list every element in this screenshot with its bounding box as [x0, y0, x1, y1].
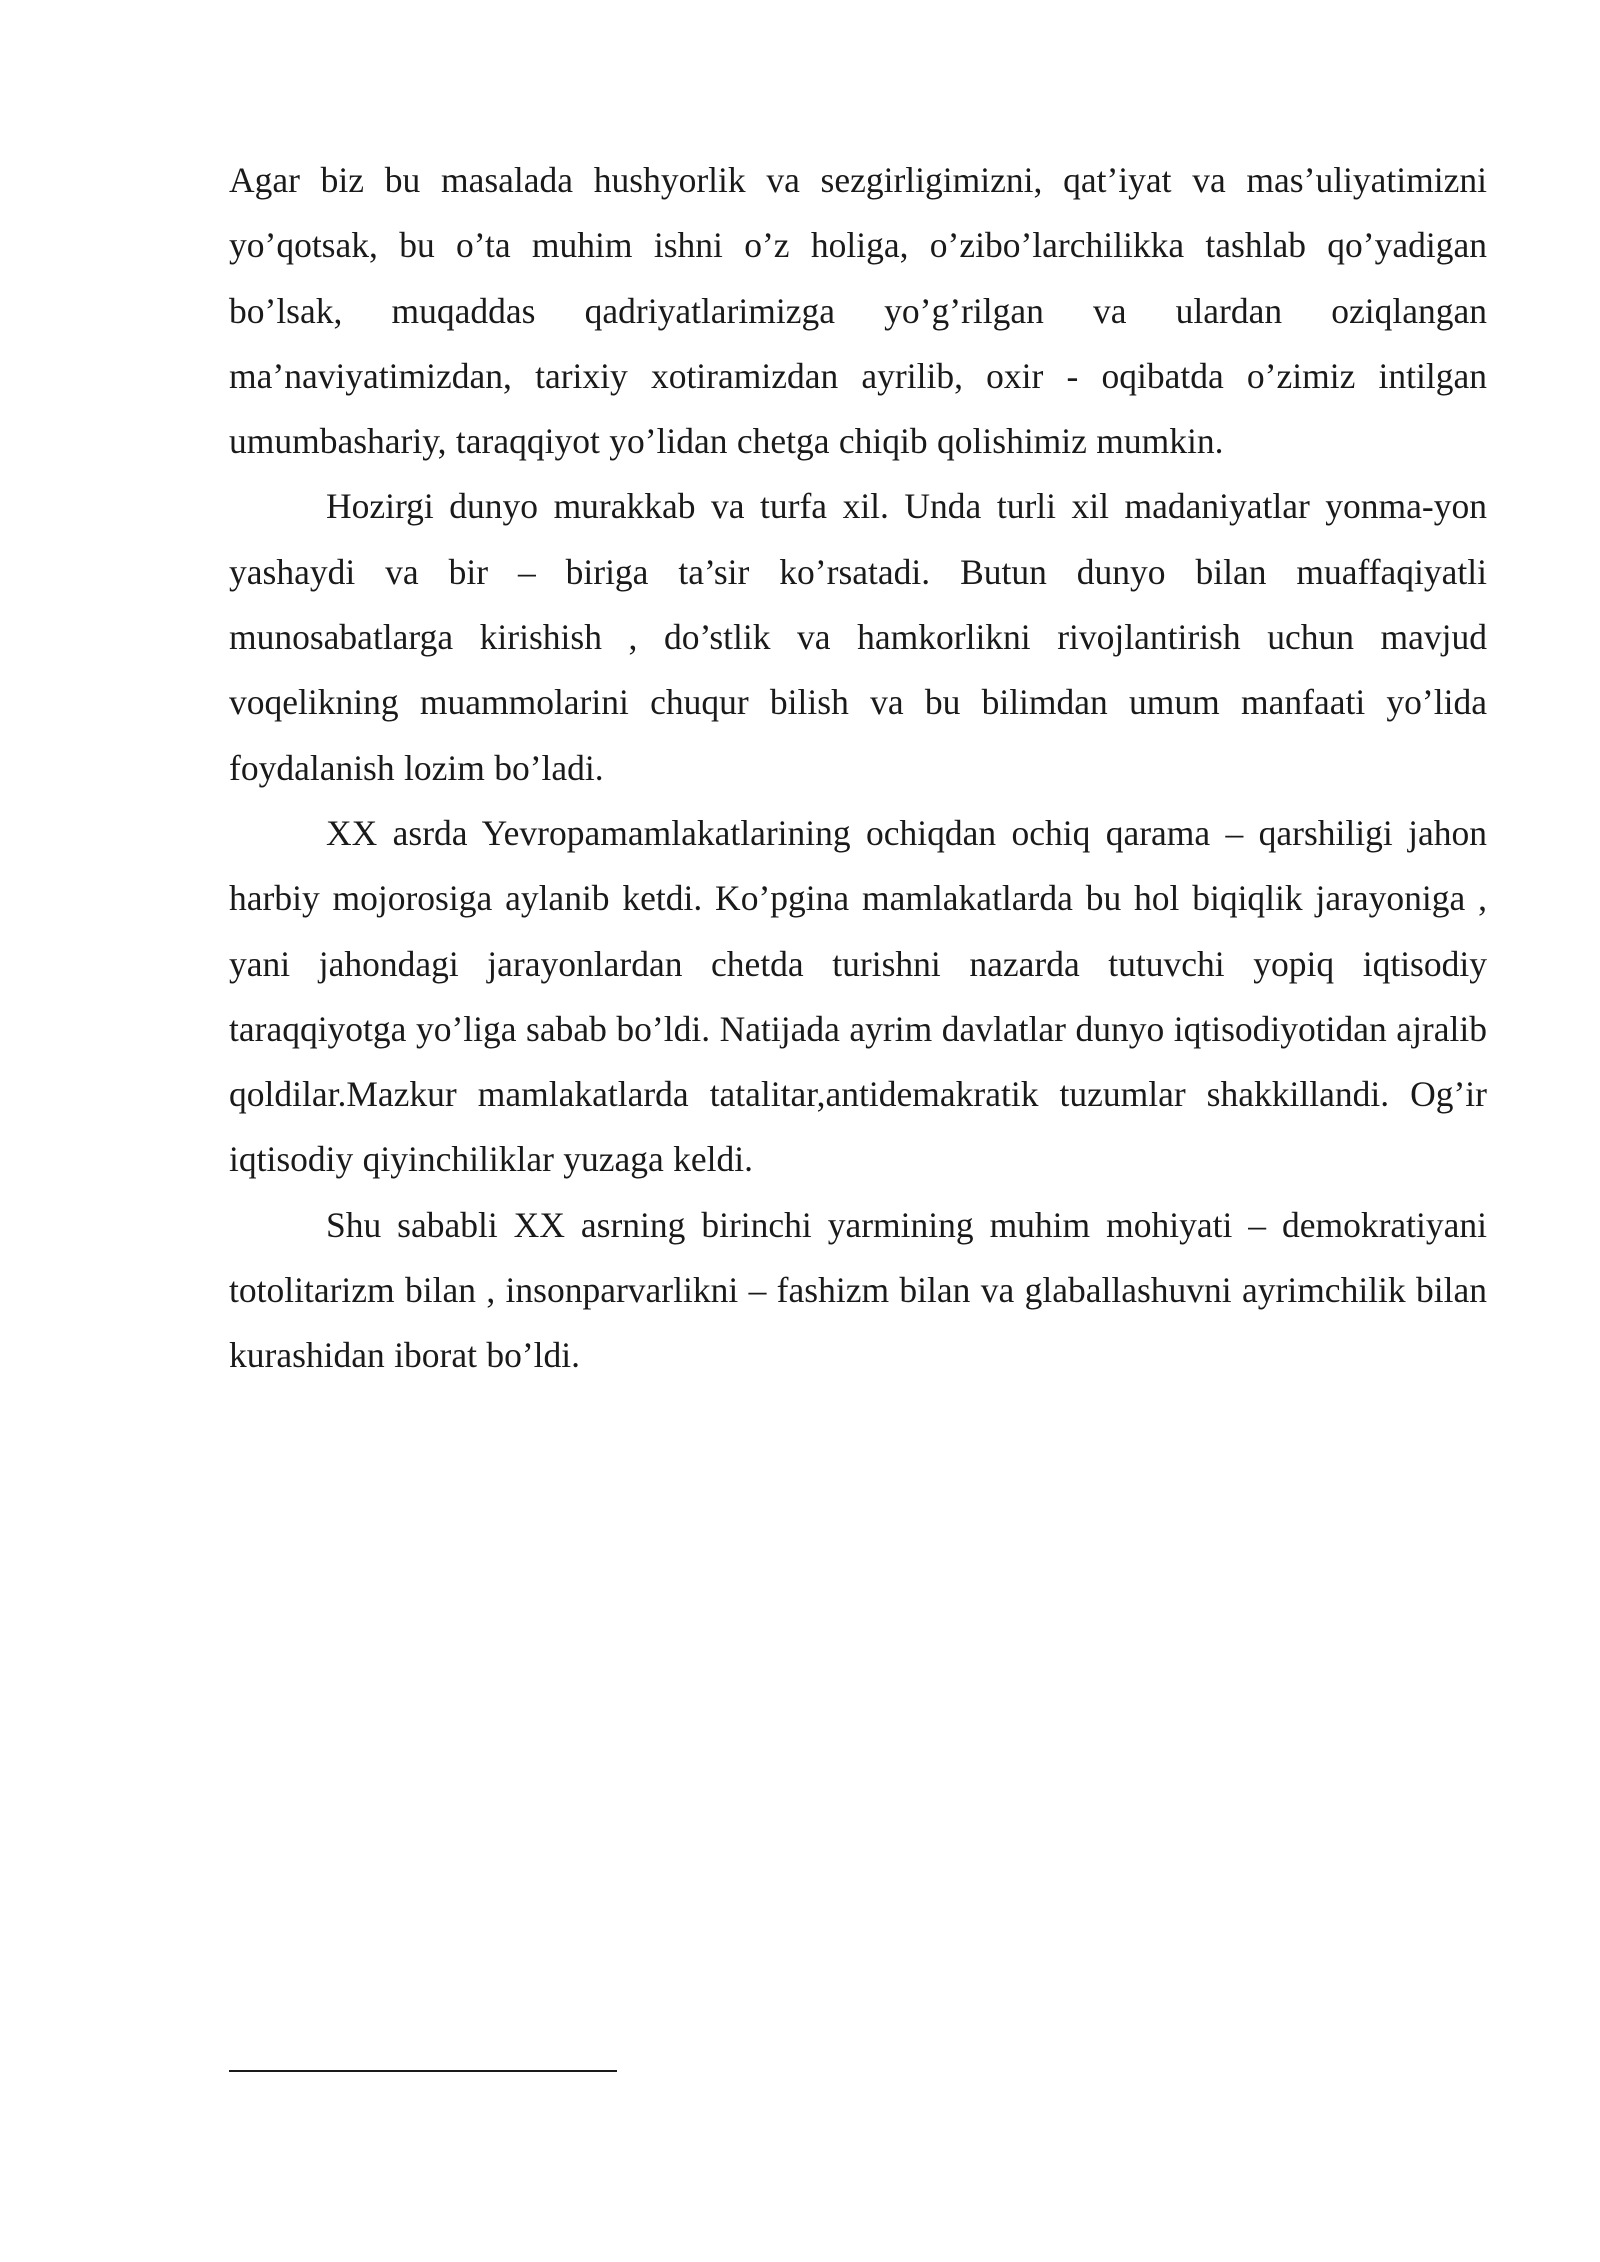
- body-text: [229, 148, 1487, 1389]
- paragraph-2: Hozirgi dunyo murakkab va turfa xil. Unda turli xil madaniyatlar yonma-yon yashaydi va bir – biriga ta’sir ko’rsatadi. Butun dunyo bilan muaffaqiyatli munosabatlarga kirishish , do’stlik va hamkorlikni rivojlantirish uchun mavjud voqelikning muammolarini chuqur bilish va bu bilimdan umum manfaati yo’lida foydalanish lozim bo’ladi.: [229, 486, 1487, 788]
- footnote-separator: [229, 2070, 617, 2072]
- paragraph-1: Agar biz bu masalada hushyorlik va sezgirligimizni, qat’iyat va mas’uliyatimizni yo’qotsak, bu o’ta muhim ishni o’z holiga, o’zibo’larchilikka tashlab qo’yadigan bo’lsak, muqaddas qadriyatlarimizga yo’g’rilgan va ulardan oziqlangan ma’naviyatimizdan, tarixiy xotiramizdan ayrilib, oxir - oqibatda o’zimiz intilgan umumbashariy, taraqqiyot yo’lidan chetga chiqib qolishimiz mumkin.: [229, 160, 1487, 462]
- paragraph-4: Shu sababli XX asrning birinchi yarmining muhim mohiyati – demokratiyani totolitarizm bilan , insonparvarlikni – fashizm bilan va glaballashuvni ayrimchilik bilan kurashidan iborat bo’ldi.: [229, 1204, 1487, 1376]
- paragraph-3: XX asrda Yevropamamlakatlarining ochiqdan ochiq qarama – qarshiligi jahon harbiy mojorosiga aylanib ketdi. Ko’pgina mamlakatlarda bu hol biqiqlik jarayoniga , yani jahondagi jarayonlardan chetda turishni nazarda tutuvchi yopiq iqtisodiy taraqqiyotga yo’liga sabab bo’ldi. Natijada ayrim davlatlar dunyo iqtisodiyotidan ajralib qoldilar.Mazkur mamlakatlarda tatalitar,antidemakratik tuzumlar shakkillandi. Og’ir iqtisodiy qiyinchiliklar yuzaga keldi.: [229, 812, 1487, 1180]
